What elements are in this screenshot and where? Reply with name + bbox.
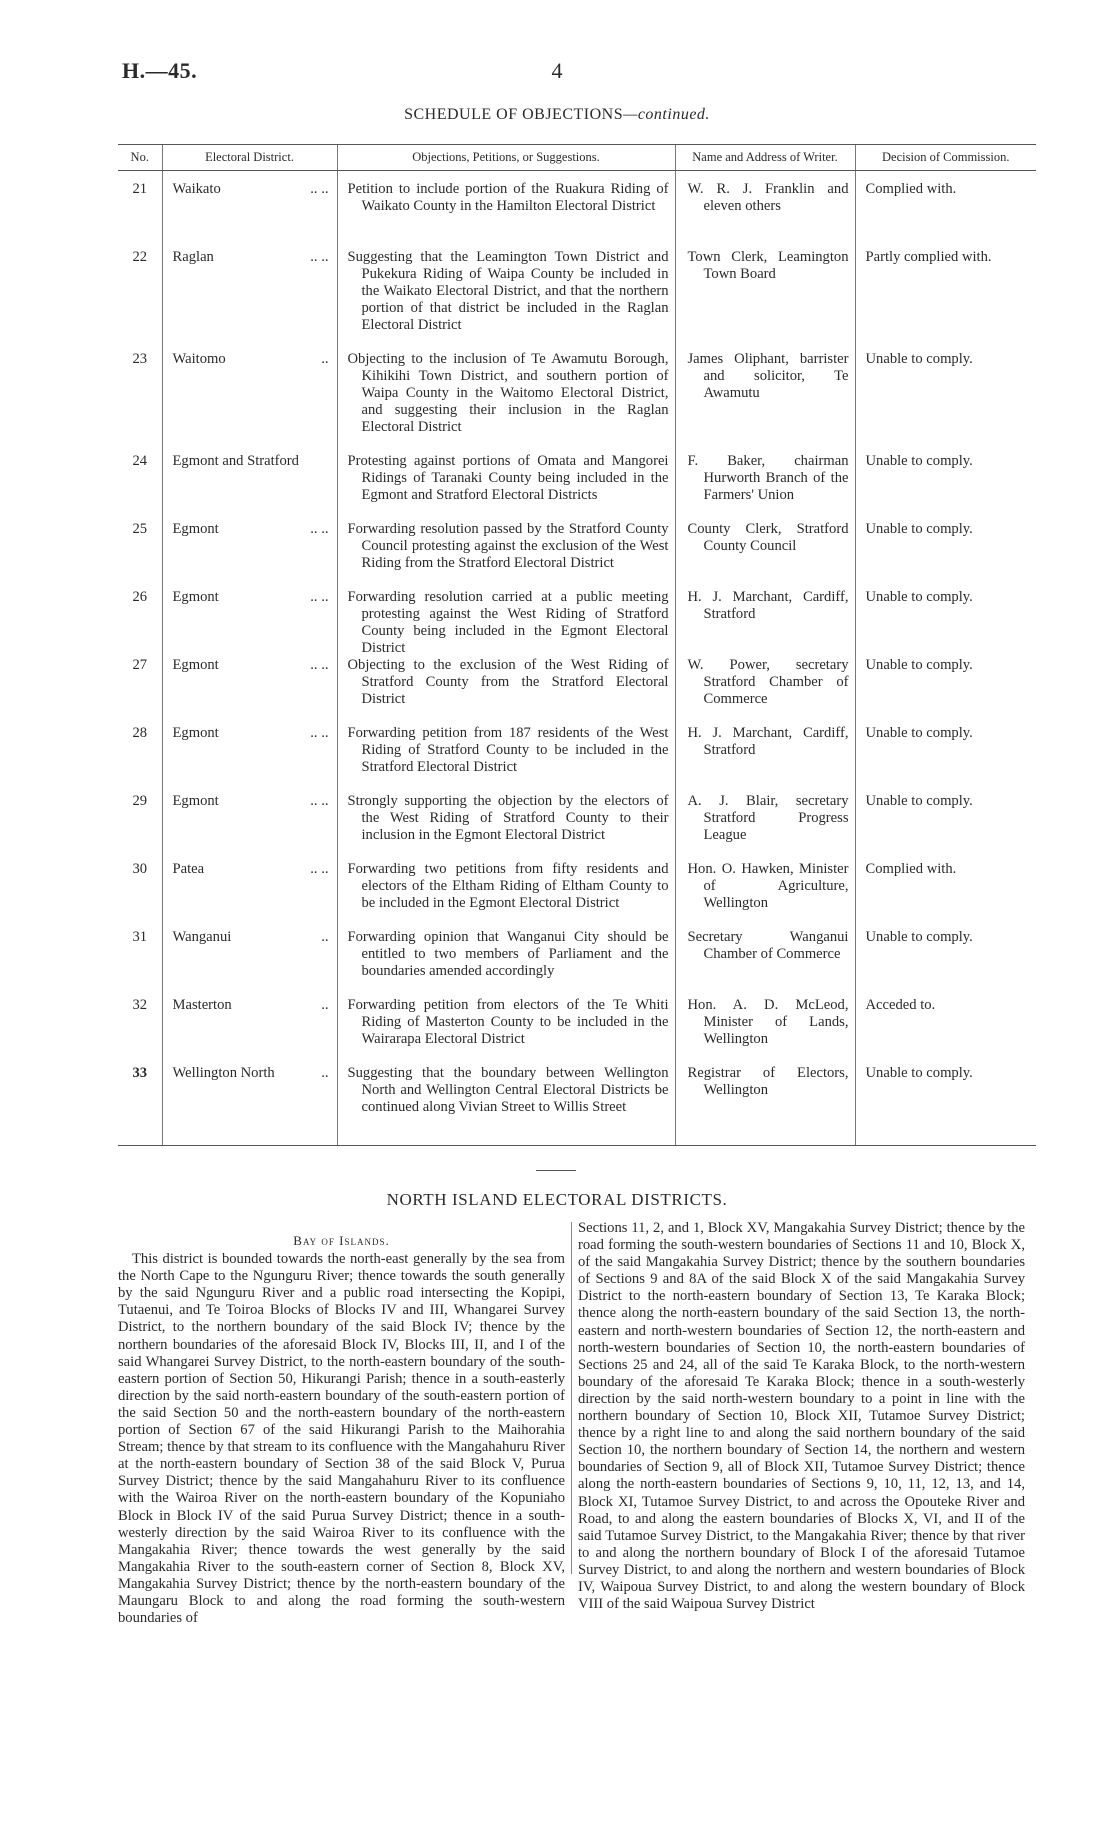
row-number: 32 [132,997,148,1013]
row-objection-cell [337,521,675,589]
row-writer-cell [675,997,855,1065]
row-number: 25 [132,521,148,537]
row-objection: Forwarding resolution passed by the Stratford County Council protesting against the exclusion of the West Riding from the Stratford Electoral District [347,521,669,571]
schedule-title-suffix: —continued. [623,106,710,123]
leader-dots: .. .. [310,589,329,605]
row-writer-cell [675,171,855,250]
row-writer: Secretary Wanganui Chamber of Commerce [687,929,849,962]
leader-dots: .. .. [310,249,329,265]
row-decision: Unable to comply. [855,929,1036,997]
row-decision: Unable to comply. [855,589,1036,657]
row-district-cell [162,351,337,453]
row-district-cell [162,929,337,997]
schedule-title-main: SCHEDULE OF OBJECTIONS [404,106,624,123]
table-row [118,861,1036,929]
row-district: Wellington North [172,1065,275,1081]
row-objection: Forwarding two petitions from fifty residents and electors of the Eltham Riding of Eltham County to be included in the Egmont Electoral District [347,861,669,911]
row-decision: Unable to comply. [855,1065,1036,1145]
row-objection: Forwarding resolution carried at a public meeting protesting against the West Riding of Stratford County being included in the Egmont Electoral District [347,589,669,656]
row-writer: H. J. Marchant, Cardiff, Stratford [687,725,849,758]
district-subheading-text: Bay of Islands. [293,1233,390,1248]
row-objection: Petition to include portion of the Ruakura Riding of Waikato County in the Hamilton Electoral District [347,181,669,214]
district-subheading [118,1232,565,1249]
right-column-text: Sections 11, 2, and 1, Block XV, Mangakahia Survey District; thence by the road forming the south-western boundaries of Sections 11 and 10, Block X, of the said Mangakahia Survey District; thence by the southern boundaries of Sections 9 and 8A of the said Block X of the said Mangakahia Survey District to the north-eastern boundary of Section 13, Te Karaka Block; thence along the north-eastern boundary of the said Section 13, the north-eastern and north-western boundaries of Section 12, the north-eastern and north-western boundaries of Section 10, the north-eastern boundaries of Sections 25 and 24, all of the said Te Karaka Block, to the north-western boundary of the aforesaid Te Karaka Block; thence in a south-westerly direction by the said north-western boundary to a point in line with the northern boundary of Section 10, Block XII, Tutamoe Survey District; thence by a right line to and along the said northern boundary of the said Section 10, the northern boundary of Section 14, the northern and western boundaries of Section 9, all of Block XII, Tutamoe Survey District; thence along the north-eastern boundaries of Sections 9, 10, 11, 12, 13, and 14, Block XI, Tutamoe Survey District, to and across the Opouteke River and Road, to and along the eastern boundaries of Blocks X, VI, and II of the said Tutamoe Survey District, to the Mangakahia River; thence by that river to and along the northern boundary of Block I of the aforesaid Tutamoe Survey District, to and along the northern and western boundaries of Block IV, Waipoua Survey District, to and along the western boundary of Block VIII of the said Waipoua Survey District [578,1220,1025,1613]
column-rule [571,1222,572,1574]
row-number: 27 [132,657,148,673]
row-objection: Forwarding petition from electors of the Te Whiti Riding of Masterton County to be included in the Wairarapa Electoral District [347,997,669,1047]
row-writer: County Clerk, Stratford County Council [687,521,849,554]
row-decision: Unable to comply. [855,521,1036,589]
row-decision: Partly complied with. [855,249,1036,351]
row-writer: Hon. A. D. McLeod, Minister of Lands, Wellington [687,997,849,1047]
row-objection: Suggesting that the boundary between Wellington North and Wellington Central Electoral Districts be continued along Vivian Street to Willis Street [347,1065,669,1115]
table-row [118,249,1036,351]
leader-dots: .. [321,351,329,367]
row-writer: Town Clerk, Leamington Town Board [687,249,849,282]
row-decision: Acceded to. [855,997,1036,1065]
row-district: Waikato [172,181,221,197]
row-writer-cell [675,725,855,793]
row-writer: A. J. Blair, secretary Stratford Progress League [687,793,849,843]
row-objection: Protesting against portions of Omata and Mangorei Ridings of Taranaki County being included in the Egmont and Stratford Electoral Districts [347,453,669,503]
row-number: 23 [132,351,148,367]
row-number: 33 [118,1065,162,1145]
row-objection-cell [337,171,675,250]
row-objection-cell [337,929,675,997]
row-objection: Objecting to the exclusion of the West Riding of Stratford County from the Stratford Electoral District [347,657,669,707]
row-writer: H. J. Marchant, Cardiff, Stratford [687,589,849,622]
row-district: Wanganui [172,929,232,945]
page-number: 4 [551,58,563,83]
row-number: 21 [132,181,148,197]
leader-dots: .. .. [310,793,329,809]
row-objection: Strongly supporting the objection by the electors of the West Riding of Stratford County to their inclusion in the Egmont Electoral District [347,793,669,843]
row-objection-cell [337,997,675,1065]
row-district: Egmont [172,725,219,741]
table-row [118,453,1036,521]
row-objection-cell [337,351,675,453]
table-row [118,521,1036,589]
table-row [118,1065,1036,1145]
row-writer: Hon. O. Hawken, Minister of Agriculture, Wellington [687,861,849,911]
row-decision: Complied with. [855,861,1036,929]
leader-dots: .. [321,997,329,1013]
row-district-cell [162,725,337,793]
table-row [118,589,1036,657]
leader-dots: .. .. [310,181,329,197]
leader-dots: .. .. [310,657,329,673]
row-district-cell [162,793,337,861]
row-district-cell [162,657,337,725]
row-writer-cell [675,351,855,453]
row-writer: W. R. J. Franklin and eleven others [687,181,849,214]
row-district-cell [162,1065,337,1145]
row-number: 28 [132,725,148,741]
row-district: Egmont and Stratford [172,453,299,469]
row-district: Patea [172,861,205,877]
left-column [118,1220,565,1627]
column-header-no: No. [118,145,162,171]
row-objection: Forwarding petition from 187 residents of the West Riding of Stratford County to be included in the Stratford Electoral District [347,725,669,775]
row-writer-cell [675,249,855,351]
row-number: 26 [132,589,148,605]
row-number: 22 [132,249,148,265]
row-decision: Unable to comply. [855,725,1036,793]
row-writer-cell [675,589,855,657]
row-district: Waitomo [172,351,226,367]
row-writer: Registrar of Electors, Wellington [687,1065,849,1098]
row-writer-cell [675,657,855,725]
row-decision: Complied with. [855,171,1036,250]
row-number: 31 [132,929,148,945]
objections-table [118,144,1036,1146]
row-objection-cell [337,453,675,521]
row-objection-cell [337,589,675,657]
leader-dots: .. [321,929,329,945]
row-writer-cell [675,793,855,861]
table-header-row [118,145,1036,171]
section-title: NORTH ISLAND ELECTORAL DISTRICTS. [386,1190,728,1209]
document-code: H.—45. [122,58,198,83]
table-row [118,657,1036,725]
table-row [118,929,1036,997]
row-district-cell [162,521,337,589]
left-column-text: This district is bounded towards the north-east generally by the sea from the North Cape to the Ngunguru River; thence towards the south generally by the said Ngunguru River and a public road intersecting the Kopipi, Tutaenui, and Te Toiroa Blocks of Blocks IV and III, Whangarei Survey District, to the northern boundary of the said Block IV; thence by the northern boundaries of the aforesaid Block IV, Blocks III, II, and I of the said Whangarei Survey District, to the north-eastern boundary of the south-eastern portion of Section 50, Hikurangi Parish; thence in a south-easterly direction by the said north-eastern boundary of the south-eastern portion of the said Section 50 and the north-eastern boundary of the north-eastern portion of Section 67 of the said Hikurangi Parish to the Maihorahia Stream; thence by that stream to its confluence with the Mangahahuru River at the north-eastern boundary of Section 38 of the said Block V, Purua Survey District; thence by the said Mangahahuru River to its confluence with the Wairoa River on the north-eastern boundary of the Kopuniaho Block in Block IV of the said Purua Survey District; thence in a south-westerly direction by the said Wairoa River to its confluence with the Mangakahia River; thence towards the west generally by the said Mangakahia River to the south-eastern corner of Section 8, Block XV, Mangakahia Survey District; thence by the north-eastern boundary of the Maungaru Block to and along the road forming the south-western boundaries of [118,1251,565,1627]
leader-dots: .. [321,1065,329,1081]
row-district: Raglan [172,249,214,265]
row-objection: Objecting to the inclusion of Te Awamutu Borough, Kihikihi Town District, and southern portion of Waipa County in the Waitomo Electoral District, and suggesting their inclusion in the Raglan Electoral District [347,351,669,435]
row-objection-cell [337,1065,675,1145]
row-writer-cell [675,861,855,929]
row-objection-cell [337,793,675,861]
column-header-decision: Decision of Commission. [855,145,1036,171]
row-district: Egmont [172,521,219,537]
table-row [118,725,1036,793]
row-district-cell [162,589,337,657]
column-header-writer: Name and Address of Writer. [675,145,855,171]
row-decision: Unable to comply. [855,453,1036,521]
row-district-cell [162,861,337,929]
leader-dots: .. .. [310,521,329,537]
row-decision: Unable to comply. [855,351,1036,453]
row-writer-cell [675,521,855,589]
row-objection: Forwarding opinion that Wanganui City should be entitled to two members of Parliament and the boundaries amended accordingly [347,929,669,979]
table-row [118,351,1036,453]
row-district-cell [162,249,337,351]
leader-dots: .. .. [310,861,329,877]
row-decision: Unable to comply. [855,657,1036,725]
table-row [118,171,1036,250]
row-number: 30 [132,861,148,877]
row-writer-cell [675,453,855,521]
column-header-district: Electoral District. [162,145,337,171]
row-district: Egmont [172,589,219,605]
row-district-cell [162,171,337,250]
table-row [118,793,1036,861]
table-row [118,997,1036,1065]
row-district-cell [162,453,337,521]
row-decision: Unable to comply. [855,793,1036,861]
row-writer-cell [675,929,855,997]
row-writer: F. Baker, chairman Hurworth Branch of the Farmers' Union [687,453,849,503]
row-district: Egmont [172,657,219,673]
row-objection-cell [337,725,675,793]
row-number: 24 [132,453,148,469]
row-district: Masterton [172,997,232,1013]
row-objection-cell [337,249,675,351]
row-writer: James Oliphant, barrister and solicitor, Te Awamutu [687,351,849,401]
column-header-objections: Objections, Petitions, or Suggestions. [337,145,675,171]
row-district: Egmont [172,793,219,809]
row-number: 29 [132,793,148,809]
row-district-cell [162,997,337,1065]
section-divider [536,1170,576,1171]
row-writer-cell [675,1065,855,1145]
leader-dots: .. .. [310,725,329,741]
right-column [578,1220,1025,1613]
row-writer: W. Power, secretary Stratford Chamber of Commerce [687,657,849,707]
row-objection: Suggesting that the Leamington Town District and Pukekura Riding of Waipa County be included in the Waikato Electoral District, and that the northern portion of that district be included in the Raglan Electoral District [347,249,669,333]
row-objection-cell [337,657,675,725]
row-objection-cell [337,861,675,929]
schedule-title [0,106,1114,124]
